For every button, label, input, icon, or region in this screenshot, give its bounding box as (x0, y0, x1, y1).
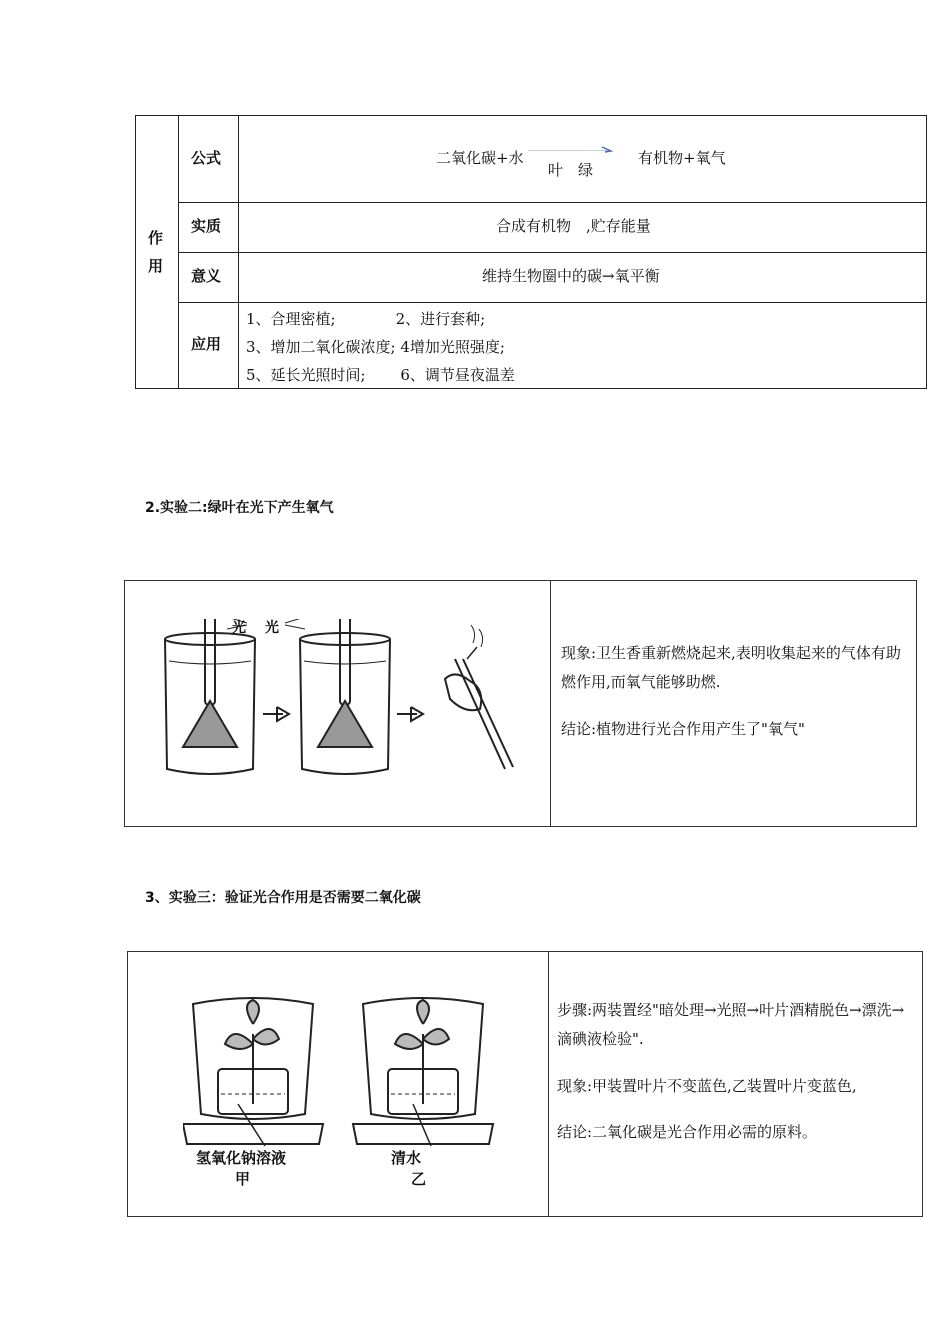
divider (178, 252, 926, 253)
figure-label-water: 清水 (391, 1149, 422, 1167)
experiment2-box (124, 580, 917, 827)
row-label-application: 应用 (191, 335, 222, 353)
figure-label-a: 甲 (235, 1170, 251, 1188)
divider (550, 581, 551, 826)
divider (548, 952, 549, 1216)
experiment3-box (127, 951, 923, 1217)
function-table (135, 115, 927, 389)
application-line: 1、合理密植; 2、进行套种; (246, 310, 486, 328)
figure-label-naoh: 氢氧化钠溶液 (196, 1149, 287, 1167)
conclusion-text: 结论:植物进行光合作用产生了"氧气" (561, 720, 805, 738)
divider (178, 202, 926, 203)
light-label: 光 (232, 620, 246, 636)
arrow-head-icon (601, 145, 613, 155)
row-label-significance: 意义 (191, 267, 222, 285)
row-label-formula: 公式 (191, 149, 222, 167)
formula-products: 有机物+氧气 (638, 149, 726, 167)
light-label: 光 (265, 620, 279, 636)
oxygen-experiment-illustration (155, 619, 535, 779)
divider (178, 302, 926, 303)
formula-reactants: 二氧化碳+水 (436, 149, 524, 167)
row-label-essence: 实质 (191, 217, 222, 235)
formula-condition: 叶 绿 (548, 161, 594, 179)
group-label: 作 用 (148, 229, 164, 275)
figure-label-b: 乙 (411, 1170, 427, 1188)
phenomenon-text: 现象:卫生香重新燃烧起来,表明收集起来的气体有助燃作用,而氧气能够助燃. (561, 644, 901, 691)
significance-value: 维持生物圈中的碳→氧平衡 (482, 267, 660, 285)
application-line: 5、延长光照时间; 6、调节昼夜温差 (246, 366, 515, 384)
essence-value: 合成有机物 ,贮存能量 (496, 217, 651, 235)
section-title: 2.实验二:绿叶在光下产生氧气 (145, 500, 334, 516)
section-title: 3、实验三：验证光合作用是否需要二氧化碳 (145, 890, 421, 906)
phenomenon-text: 现象:甲装置叶片不变蓝色,乙装置叶片变蓝色, (557, 1077, 857, 1095)
co2-experiment-illustration (183, 994, 503, 1154)
steps-text: 步骤:两装置经"暗处理→光照→叶片酒精脱色→漂洗→滴碘液检验". (557, 1001, 905, 1048)
application-line: 3、增加二氧化碳浓度; 4增加光照强度; (246, 338, 505, 356)
reaction-arrow (528, 150, 608, 151)
conclusion-text: 结论:二氧化碳是光合作用必需的原料。 (557, 1123, 818, 1141)
